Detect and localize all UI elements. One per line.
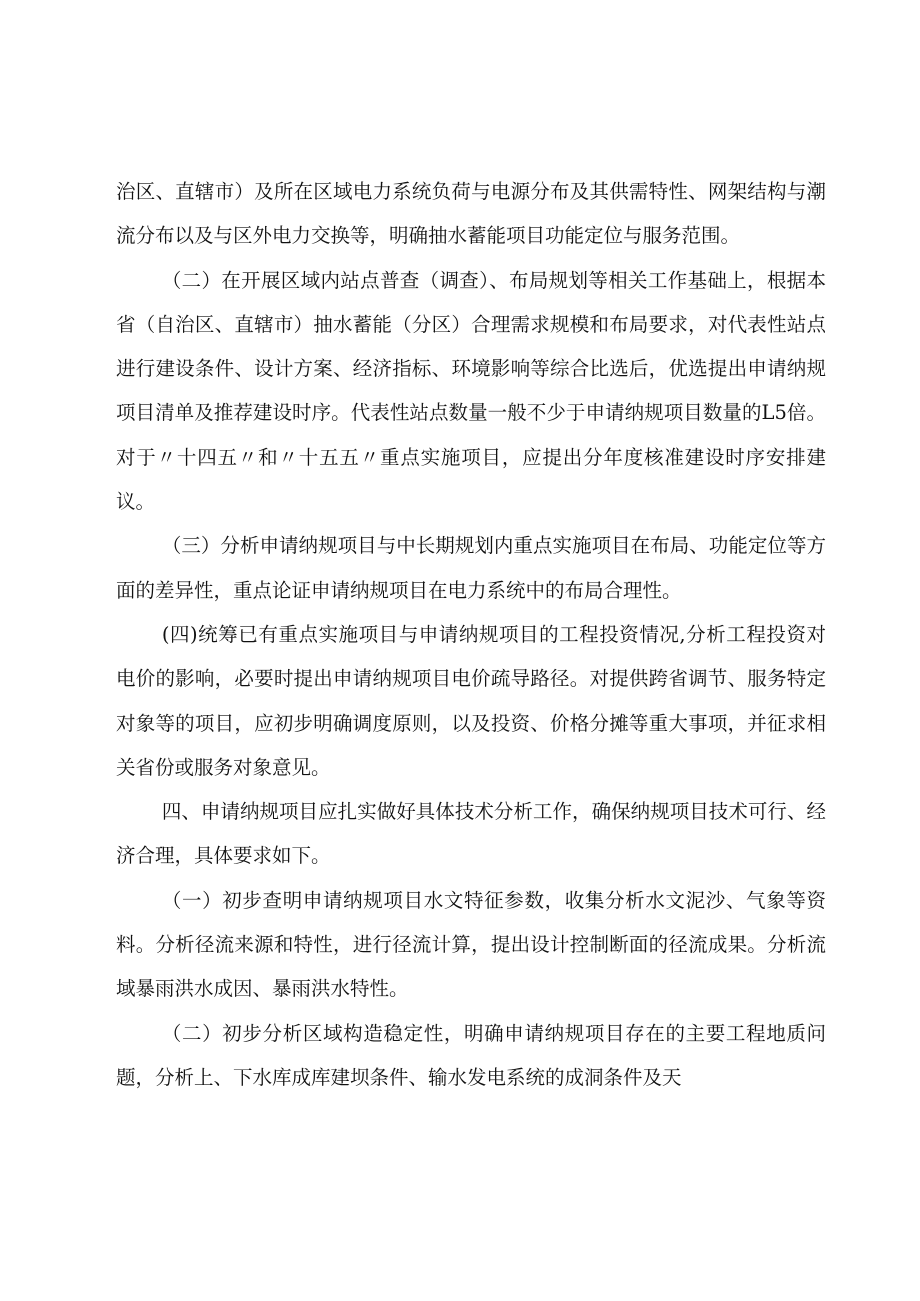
paragraph-hydrology: （一）初步查明申请纳规项目水文特征参数，收集分析水文泥沙、气象等资料。分析径流来源和特性，进行径流计算，提出设计控制断面的径流成果。分析流域暴雨洪水成因、暴雨洪水特性。 (116, 888, 826, 1001)
paragraph-geology: （二）初步分析区域构造稳定性，明确申请纳规项目存在的主要工程地质问题，分析上、下水库成库建坝条件、输水发电系统的成洞条件及天 (116, 1021, 826, 1089)
paragraph-site-survey: （二）在开展区域内站点普查（调查）、布局规划等相关工作基础上，根据本省（自治区、直辖市）抽水蓄能（分区）合理需求规模和布局要求，对代表性站点进行建设条件、设计方案、经济指标、环境影响等综合比选后，优选提出申请纳规项目清单及推荐建设时序。代表性站点数量一般不少于申请纳规项目数量的L5倍。对于〃十四五〃和〃十五五〃重点实施项目，应提出分年度核准建设时序安排建议。 (116, 268, 826, 514)
paragraph-investment-pricing: (四)统筹已有重点实施项目与申请纳规项目的工程投资情况,分析工程投资对电价的影响，必要时提出申请纳规项目电价疏导路径。对提供跨省调节、服务特定对象等的项目，应初步明确调度原则，以及投资、价格分摊等重大事项，并征求相关省份或服务对象意见。 (116, 622, 826, 779)
document-body (116, 170, 826, 1100)
paragraph-difference-analysis: （三）分析申请纳规项目与中长期规划内重点实施项目在布局、功能定位等方面的差异性，重点论证申请纳规项目在电力系统中的布局合理性。 (116, 534, 826, 602)
paragraph-section-four-heading: 四、申请纳规项目应扎实做好具体技术分析工作，确保纳规项目技术可行、经济合理，具体要求如下。 (116, 800, 826, 868)
paragraph-continuation: 治区、直辖市）及所在区域电力系统负荷与电源分布及其供需特性、网架结构与潮流分布以及与区外电力交换等，明确抽水蓄能项目功能定位与服务范围。 (116, 180, 826, 248)
